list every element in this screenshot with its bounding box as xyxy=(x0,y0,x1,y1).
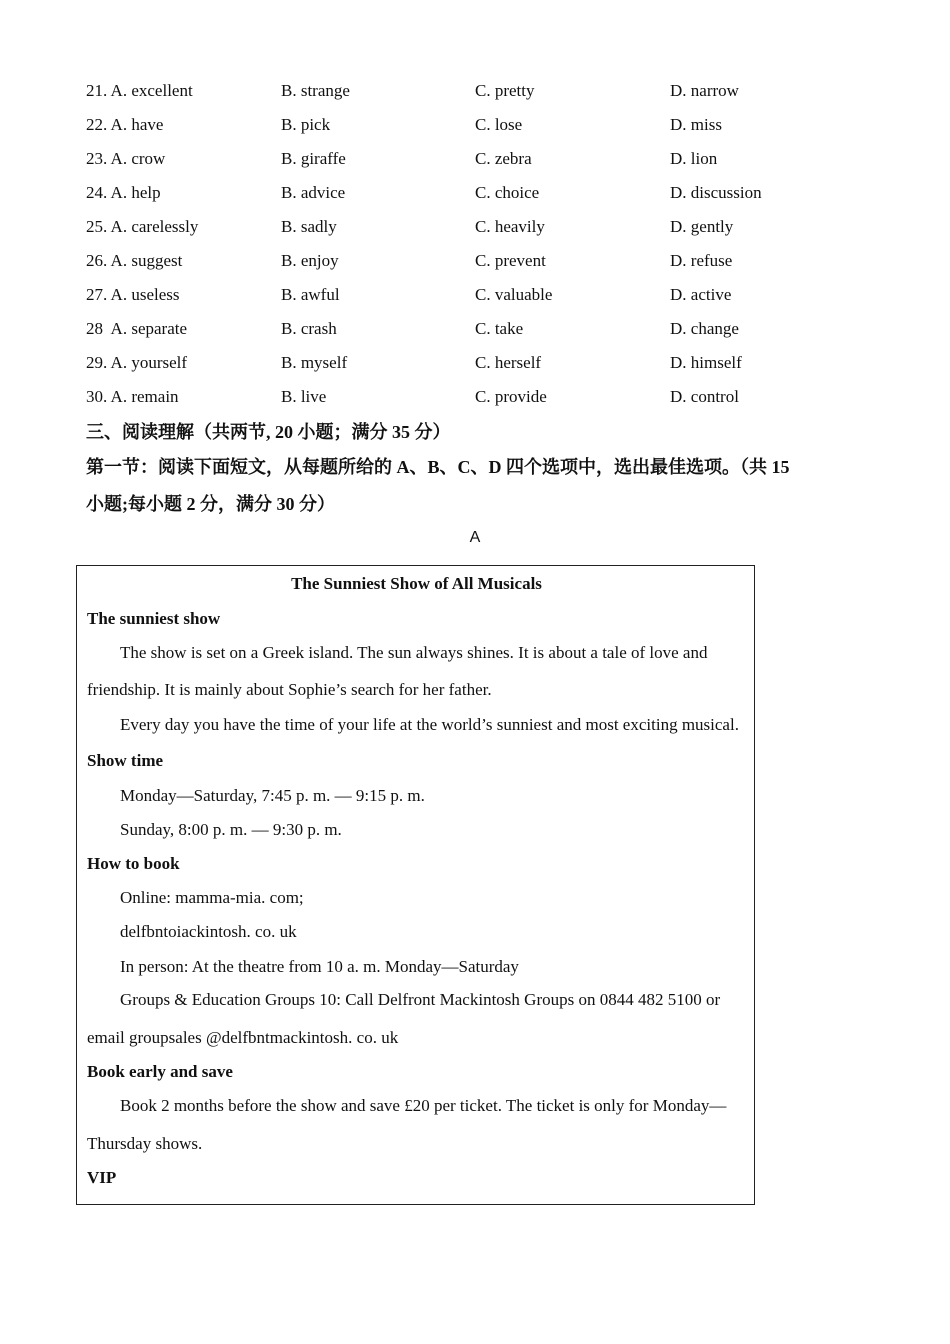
option-b: B. myself xyxy=(281,353,348,372)
booking-online: Online: mamma-mia. com; xyxy=(120,888,304,907)
show-time-sunday: Sunday, 8:00 p. m. — 9:30 p. m. xyxy=(120,820,342,839)
option-d: D. gently xyxy=(670,217,734,236)
passage-letter: A xyxy=(469,529,481,546)
option-c: C. prevent xyxy=(475,251,546,270)
question-row xyxy=(86,113,886,137)
paragraph-line: The show is set on a Greek island. The sun always shines. It is about a tale of love and xyxy=(120,643,708,662)
option-c: C. pretty xyxy=(475,81,535,100)
booking-groups: Groups & Education Groups 10: Call Delfront Mackintosh Groups on 0844 482 5100 or xyxy=(120,990,721,1009)
option-c: C. take xyxy=(475,319,524,338)
paragraph-line: Book 2 months before the show and save £20 per ticket. The ticket is only for Monday— xyxy=(120,1096,727,1115)
paragraph-line: friendship. It is mainly about Sophie’s search for her father. xyxy=(87,680,492,699)
subheading-book-early: Book early and save xyxy=(87,1062,233,1081)
option-b: B. advice xyxy=(281,183,346,202)
option-a: 28 A. separate xyxy=(86,319,188,338)
section-instruction-cont: 小题;每小题 2 分，满分 30 分） xyxy=(86,494,335,514)
option-a: 24. A. help xyxy=(86,183,161,202)
option-c: C. valuable xyxy=(475,285,553,304)
option-a: 27. A. useless xyxy=(86,285,180,304)
question-row xyxy=(86,283,886,307)
subheading-show-time: Show time xyxy=(87,751,164,770)
option-c: C. heavily xyxy=(475,217,545,236)
question-row xyxy=(86,317,886,341)
question-row xyxy=(86,181,886,205)
subheading-sunniest-show: The sunniest show xyxy=(87,609,221,628)
question-row xyxy=(86,385,886,409)
option-d: D. himself xyxy=(670,353,742,372)
option-a: 22. A. have xyxy=(86,115,164,134)
section-instruction: 第一节：阅读下面短文，从每题所给的 A、B、C、D 四个选项中，选出最佳选项。（共 15 xyxy=(86,457,790,477)
option-b: B. enjoy xyxy=(281,251,339,270)
booking-groups-email: email groupsales @delfbntmackintosh. co. uk xyxy=(87,1028,399,1047)
option-b: B. crash xyxy=(281,319,337,338)
option-d: D. miss xyxy=(670,115,722,134)
option-d: D. lion xyxy=(670,149,718,168)
option-c: C. choice xyxy=(475,183,540,202)
option-a: 26. A. suggest xyxy=(86,251,183,270)
option-b: B. giraffe xyxy=(281,149,346,168)
subheading-how-to-book: How to book xyxy=(87,854,180,873)
option-d: D. control xyxy=(670,387,739,406)
subheading-vip: VIP xyxy=(87,1168,117,1187)
option-b: B. pick xyxy=(281,115,331,134)
section-title: 三、阅读理解（共两节, 20 小题；满分 35 分） xyxy=(86,422,451,442)
option-d: D. discussion xyxy=(670,183,762,202)
booking-in-person: In person: At the theatre from 10 a. m. Monday—Saturday xyxy=(120,957,519,976)
paragraph-line: Every day you have the time of your life at the world’s sunniest and most exciting musical. xyxy=(120,715,739,734)
option-c: C. herself xyxy=(475,353,542,372)
option-d: D. change xyxy=(670,319,739,338)
option-b: B. sadly xyxy=(281,217,337,236)
option-d: D. refuse xyxy=(670,251,733,270)
option-a: 25. A. carelessly xyxy=(86,217,199,236)
question-row xyxy=(86,215,886,239)
passage-title: The Sunniest Show of All Musicals xyxy=(291,574,542,593)
paragraph-line: Thursday shows. xyxy=(87,1134,203,1153)
option-a: 30. A. remain xyxy=(86,387,179,406)
question-row xyxy=(86,79,886,103)
passage-box xyxy=(76,565,755,1205)
option-c: C. provide xyxy=(475,387,547,406)
booking-online-site: delfbntoiackintosh. co. uk xyxy=(120,922,297,941)
option-b: B. live xyxy=(281,387,327,406)
option-b: B. strange xyxy=(281,81,350,100)
option-a: 23. A. crow xyxy=(86,149,166,168)
option-b: B. awful xyxy=(281,285,340,304)
question-row xyxy=(86,351,886,375)
option-c: C. lose xyxy=(475,115,523,134)
option-c: C. zebra xyxy=(475,149,532,168)
option-d: D. narrow xyxy=(670,81,739,100)
option-a: 29. A. yourself xyxy=(86,353,188,372)
option-a: 21. A. excellent xyxy=(86,81,193,100)
show-time-weekday: Monday—Saturday, 7:45 p. m. — 9:15 p. m. xyxy=(120,786,425,805)
option-d: D. active xyxy=(670,285,732,304)
question-row xyxy=(86,147,886,171)
question-row xyxy=(86,249,886,273)
